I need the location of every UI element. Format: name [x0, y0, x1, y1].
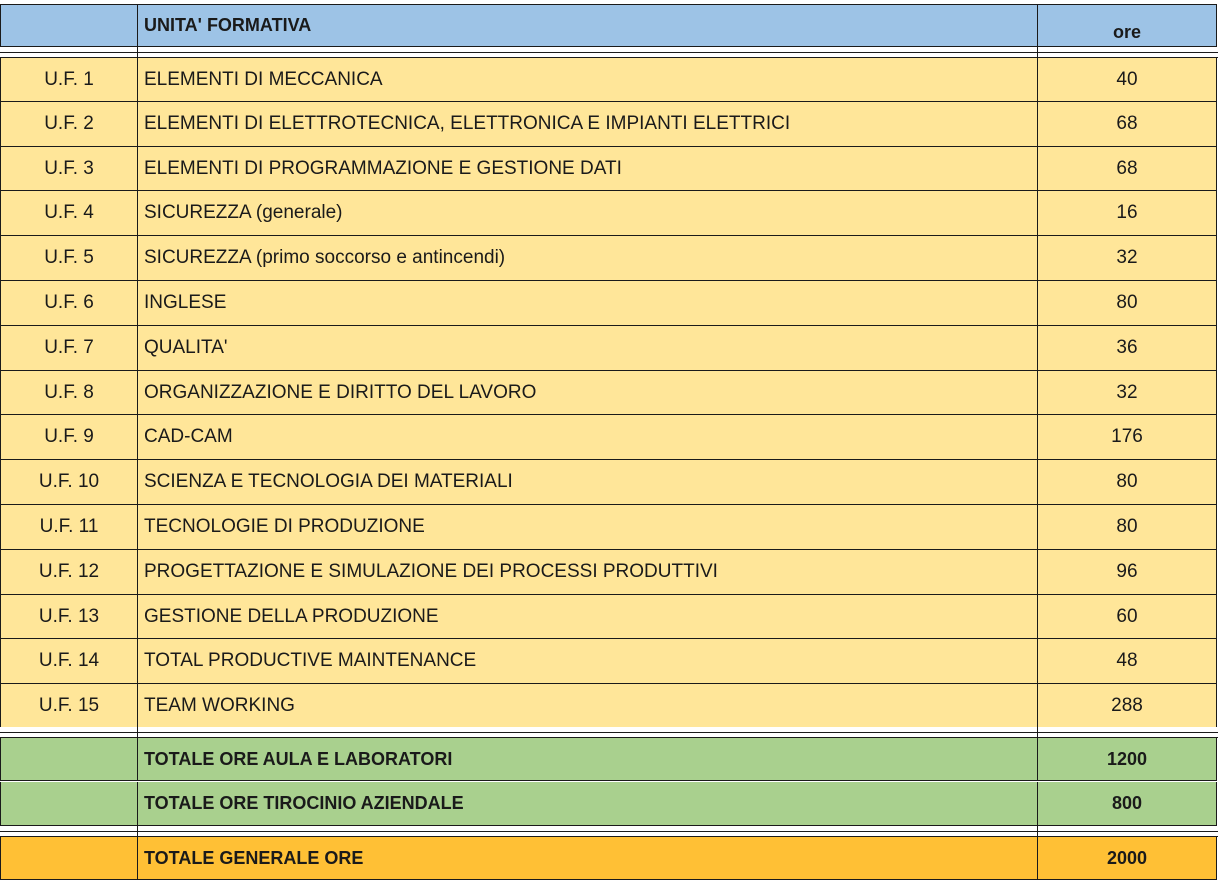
unit-title-cell[interactable] — [138, 102, 1038, 147]
unit-code-cell[interactable] — [0, 191, 138, 236]
unit-hours: 32 — [1116, 381, 1138, 403]
unit-code: U.F. 8 — [44, 381, 94, 403]
grand-total-hours-cell[interactable] — [1038, 837, 1217, 880]
table-row — [0, 191, 1218, 236]
grand-total-label-cell[interactable] — [138, 837, 1038, 880]
header-row — [0, 4, 1218, 47]
total-tirocinio-hours-cell[interactable] — [1038, 782, 1217, 826]
unit-code: U.F. 12 — [38, 561, 100, 582]
unit-hours: 80 — [1116, 292, 1138, 313]
unit-code: U.F. 5 — [44, 247, 94, 268]
unit-title: ORGANIZZAZIONE E DIRITTO DEL LAVORO — [144, 381, 537, 403]
unit-title: SICUREZZA (primo soccorso e antincendi) — [144, 247, 506, 268]
unit-title: SICUREZZA (generale) — [144, 202, 343, 223]
unit-code: U.F. 15 — [38, 695, 100, 716]
unit-code-cell[interactable] — [0, 684, 138, 729]
table-row — [0, 550, 1218, 595]
spacer-gridline — [137, 826, 138, 836]
unit-hours-cell[interactable] — [1038, 595, 1217, 639]
unit-hours: 176 — [1111, 426, 1143, 447]
unit-hours: 68 — [1116, 113, 1138, 134]
unit-code: U.F. 1 — [44, 68, 94, 90]
unit-hours: 36 — [1116, 337, 1138, 358]
unit-hours-cell[interactable] — [1038, 460, 1217, 505]
unit-title-cell[interactable] — [138, 505, 1038, 550]
unit-code: U.F. 14 — [38, 650, 100, 671]
unit-hours-cell[interactable] — [1038, 281, 1217, 326]
spacer-line — [0, 831, 1218, 832]
total-tirocinio-label: TOTALE ORE TIROCINIO AZIENDALE — [144, 793, 464, 813]
unit-code: U.F. 7 — [44, 337, 94, 358]
unit-title-cell[interactable] — [138, 550, 1038, 595]
total-aula-label: TOTALE ORE AULA E LABORATORI — [144, 748, 453, 769]
grand-total-row — [0, 836, 1218, 880]
total-aula-code-cell[interactable] — [0, 738, 138, 781]
unit-hours-cell[interactable] — [1038, 58, 1217, 102]
unit-title: ELEMENTI DI ELETTROTECNICA, ELETTRONICA E IMPIANTI ELETTRICI — [144, 113, 791, 134]
unit-code: U.F. 3 — [44, 157, 94, 179]
table-row — [0, 147, 1218, 191]
spacer-line — [0, 52, 1218, 53]
unit-code: U.F. 6 — [44, 292, 94, 313]
grand-total-hours: 2000 — [1106, 847, 1148, 868]
unit-hours-cell[interactable] — [1038, 415, 1217, 460]
unit-hours-cell[interactable] — [1038, 684, 1217, 729]
unit-title: SCIENZA E TECNOLOGIA DEI MATERIALI — [144, 471, 513, 492]
unit-title: ELEMENTI DI PROGRAMMAZIONE E GESTIONE DATI — [144, 157, 622, 179]
spacer-line — [0, 732, 1218, 733]
unit-title-cell[interactable] — [138, 58, 1038, 102]
table-row — [0, 371, 1218, 415]
table-row — [0, 684, 1218, 729]
header-unita-label: UNITA' FORMATIVA — [144, 15, 312, 35]
unit-hours-cell[interactable] — [1038, 505, 1217, 550]
spacer-gridline — [1037, 727, 1038, 737]
total-aula-hours-cell[interactable] — [1038, 738, 1217, 781]
unit-code-cell[interactable] — [0, 236, 138, 281]
total-tirocinio-label-cell[interactable] — [138, 782, 1038, 826]
unit-code: U.F. 2 — [44, 113, 94, 134]
unit-title: INGLESE — [144, 292, 227, 313]
unit-title-cell[interactable] — [138, 684, 1038, 729]
unit-hours-cell[interactable] — [1038, 236, 1217, 281]
unit-hours: 80 — [1116, 516, 1138, 537]
unit-code-cell[interactable] — [0, 147, 138, 191]
table-row — [0, 236, 1218, 281]
total-tirocinio-hours: 800 — [1111, 793, 1143, 813]
unit-title: ELEMENTI DI MECCANICA — [144, 68, 383, 90]
unit-title: TECNOLOGIE DI PRODUZIONE — [144, 516, 425, 537]
unit-title: QUALITA' — [144, 337, 228, 358]
unit-code-cell[interactable] — [0, 415, 138, 460]
table-row — [0, 326, 1218, 371]
spacer-gridline — [137, 47, 138, 57]
unit-hours-cell[interactable] — [1038, 550, 1217, 595]
table-row — [0, 505, 1218, 550]
total-aula-hours: 1200 — [1106, 748, 1148, 769]
unit-title-cell[interactable] — [138, 595, 1038, 639]
unit-code-cell[interactable] — [0, 595, 138, 639]
unit-title-cell[interactable] — [138, 281, 1038, 326]
unit-hours: 288 — [1111, 695, 1143, 716]
unit-code-cell[interactable] — [0, 58, 138, 102]
unit-code: U.F. 4 — [44, 202, 94, 223]
unit-hours: 48 — [1116, 650, 1138, 671]
unit-title-cell[interactable] — [138, 371, 1038, 415]
unit-code: U.F. 13 — [38, 605, 100, 627]
header-ore-cell[interactable] — [1038, 4, 1217, 47]
unit-code-cell[interactable] — [0, 281, 138, 326]
total-aula-row — [0, 737, 1218, 781]
unit-hours-cell[interactable] — [1038, 102, 1217, 147]
unit-code-cell[interactable] — [0, 326, 138, 371]
unit-code-cell[interactable] — [0, 505, 138, 550]
table-row — [0, 595, 1218, 639]
unit-hours-cell[interactable] — [1038, 191, 1217, 236]
unit-hours: 68 — [1116, 157, 1138, 179]
unit-code: U.F. 10 — [38, 471, 100, 492]
unit-title-cell[interactable] — [138, 147, 1038, 191]
grand-total-label: TOTALE GENERALE ORE — [144, 847, 364, 868]
unit-code-cell[interactable] — [0, 550, 138, 595]
total-tirocinio-row — [0, 782, 1218, 826]
total-aula-label-cell[interactable] — [138, 738, 1038, 781]
table-row — [0, 639, 1218, 684]
unit-title: TOTAL PRODUCTIVE MAINTENANCE — [144, 650, 477, 671]
table-row — [0, 57, 1218, 102]
spacer-gridline — [1037, 826, 1038, 836]
header-code-cell[interactable] — [0, 4, 138, 47]
unit-title-cell[interactable] — [138, 236, 1038, 281]
unit-code: U.F. 9 — [44, 426, 94, 447]
unit-hours-cell[interactable] — [1038, 326, 1217, 371]
unit-title: TEAM WORKING — [144, 695, 295, 716]
unit-hours: 96 — [1116, 561, 1138, 582]
unit-title: PROGETTAZIONE E SIMULAZIONE DEI PROCESSI PRODUTTIVI — [144, 561, 718, 582]
unit-hours-cell[interactable] — [1038, 147, 1217, 191]
unit-hours: 40 — [1116, 68, 1138, 90]
unit-title-cell[interactable] — [138, 460, 1038, 505]
unit-code-cell[interactable] — [0, 639, 138, 684]
grand-total-code-cell[interactable] — [0, 837, 138, 880]
unit-title-cell[interactable] — [138, 191, 1038, 236]
unit-title: CAD-CAM — [144, 426, 233, 447]
unit-code: U.F. 11 — [39, 516, 99, 537]
unit-code-cell[interactable] — [0, 102, 138, 147]
unit-hours: 60 — [1116, 605, 1138, 627]
header-unita-cell[interactable] — [138, 4, 1038, 47]
spacer-gridline — [137, 727, 138, 737]
unit-hours: 16 — [1116, 202, 1138, 223]
unit-hours: 32 — [1116, 247, 1138, 268]
unit-code-cell[interactable] — [0, 371, 138, 415]
unit-title: GESTIONE DELLA PRODUZIONE — [144, 605, 439, 627]
table-row — [0, 415, 1218, 460]
unit-code-cell[interactable] — [0, 460, 138, 505]
unit-title-cell[interactable] — [138, 639, 1038, 684]
unit-hours-cell[interactable] — [1038, 371, 1217, 415]
unit-hours-cell[interactable] — [1038, 639, 1217, 684]
table-row — [0, 281, 1218, 326]
unit-title-cell[interactable] — [138, 415, 1038, 460]
table-row — [0, 102, 1218, 147]
spacer-gridline — [1037, 47, 1038, 57]
unit-title-cell[interactable] — [138, 326, 1038, 371]
total-tirocinio-code-cell[interactable] — [0, 782, 138, 826]
header-ore-label: ore — [1112, 22, 1141, 42]
unit-hours: 80 — [1116, 471, 1138, 492]
table-row — [0, 460, 1218, 505]
